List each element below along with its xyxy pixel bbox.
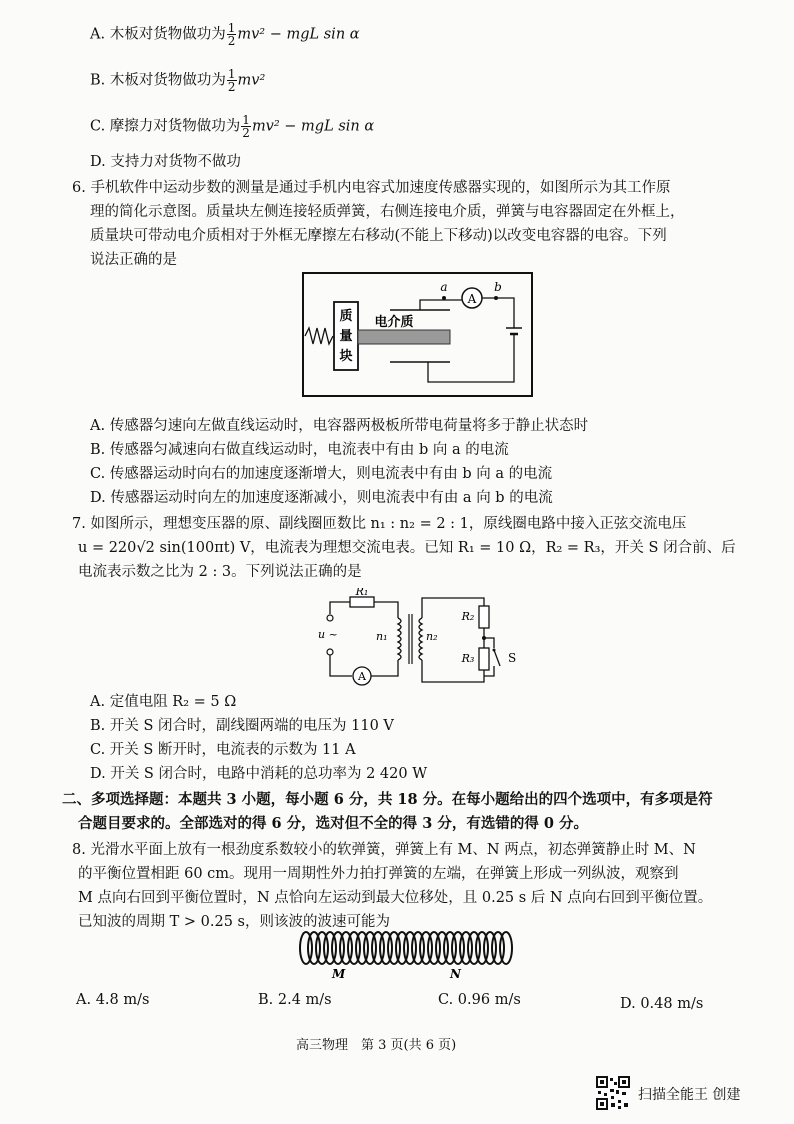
q7-stem-line: u = 220√2 sin(100πt) V，电流表为理想交流电表。已知 R₁ = 10 Ω，R₂ = R₃，开关 S 闭合前、后 [78,540,736,556]
q5-option-d: D. 支持力对货物不做功 [90,154,241,170]
resistor-r3 [479,648,489,670]
r1-label: R₁ [355,588,369,598]
scanner-watermark: 扫描全能王 创建 [638,1087,741,1103]
n2-label: n₂ [426,630,438,643]
spring-wave-diagram [298,928,520,980]
q8-option-a: A. 4.8 m/s [76,992,150,1008]
switch-label: S [508,651,517,665]
r3-label: R₃ [461,652,475,665]
switch-s [494,650,500,666]
section-2-heading: 二、多项选择题：本题共 3 小题，每小题 6 分，共 18 分。在每小题给出的四个选项中，有多项是符 [62,791,713,808]
dielectric-slab [358,330,450,344]
q8-stem-line: M 点向右回到平衡位置时，N 点恰向左运动到最大位移处，且 0.25 s 后 N 点向右回到平衡位置。 [78,890,713,906]
page-footer: 高三物理 第 3 页(共 6 页) [296,1038,457,1053]
fraction-half: $\frac{1}{2}$ [227,21,236,48]
q8-option-d: D. 0.48 m/s [620,996,704,1012]
q7-option-a: A. 定值电阻 R₂ = 5 Ω [90,694,237,710]
q6-option-a: A. 传感器匀速向左做直线运动时，电容器两极板所带电荷量将多于静止状态时 [90,418,589,434]
fraction-half: $\frac{1}{2}$ [227,67,236,94]
ammeter-label: A [467,292,477,306]
resistor-r2 [479,606,489,628]
q7-stem-line: 7. 如图所示，理想变压器的原、副线圈匝数比 n₁ : n₂ = 2 : 1，原线圈电路中接入正弦交流电压 [72,516,687,532]
q7-stem-line: 电流表示数之比为 2 : 3。下列说法正确的是 [78,564,362,580]
q8-stem-line: 已知波的周期 T > 0.25 s，则该波的波速可能为 [78,914,390,930]
q8-option-b: B. 2.4 m/s [258,992,332,1008]
n1-label: n₁ [376,630,388,643]
q7-option-d: D. 开关 S 闭合时，电路中消耗的总功率为 2 420 W [90,766,428,782]
spring-coil [500,932,512,964]
capacitive-sensor-diagram [300,270,535,400]
spring-coils [300,932,512,964]
u-source-label: u ~ [318,628,338,641]
q5-option-a: A. 木板对货物做功为 $\frac{1}{2}$ mv² − mgL sin α [90,21,360,48]
secondary-coil [419,618,422,660]
q8-stem-line: 8. 光滑水平面上放有一根劲度系数较小的软弹簧，弹簧上有 M、N 两点，初态弹簧静止时 M、N [72,842,696,858]
q6-option-c: C. 传感器运动时向右的加速度逐渐增大，则电流表中有由 b 向 a 的电流 [90,466,553,482]
r2-label: R₂ [461,610,475,623]
ammeter-label: A [358,670,366,683]
dielectric-label: 电介质 [374,315,414,330]
fraction-half: $\frac{1}{2}$ [242,113,250,140]
mass-block-label-2: 量 [339,329,353,344]
q5-option-b: B. 木板对货物做功为 $\frac{1}{2}$ mv² [90,67,266,94]
point-n-label: N [450,967,461,980]
point-b-label: b [494,280,502,294]
spring [305,328,333,344]
point-m-label: M [332,967,346,980]
q6-stem-line: 理的简化示意图。质量块左侧连接轻质弹簧，右侧连接电介质，弹簧与电容器固定在外框上， [90,204,685,220]
q6-stem-line: 6. 手机软件中运动步数的测量是通过手机内电容式加速度传感器实现的，如图所示为其工作原 [72,180,671,196]
mass-block-label-3: 块 [339,349,353,364]
mass-block-label-1: 质 [339,309,353,324]
transformer-circuit-diagram [310,588,525,690]
q5-option-c: C. 摩擦力对货物做功为 $\frac{1}{2}$ mv² − mgL sin α [90,113,375,140]
q8-option-c: C. 0.96 m/s [438,992,521,1008]
q7-option-b: B. 开关 S 闭合时，副线圈两端的电压为 110 V [90,718,394,734]
q8-stem-line: 的平衡位置相距 60 cm。现用一周期性外力拍打弹簧的左端，在弹簧上形成一列纵波，观察到 [78,866,679,882]
primary-coil [398,618,401,660]
qr-code-icon [596,1076,630,1110]
q7-option-c: C. 开关 S 断开时，电流表的示数为 11 A [90,742,356,758]
q6-option-b: B. 传感器匀减速向右做直线运动时，电流表中有由 b 向 a 的电流 [90,442,509,458]
q6-stem-line: 质量块可带动电介质相对于外框无摩擦左右移动(不能上下移动)以改变电容器的电容。下列 [90,228,667,244]
q6-option-d: D. 传感器运动时向左的加速度逐渐减小，则电流表中有由 a 向 b 的电流 [90,490,553,506]
resistor-r1 [350,597,374,607]
section-2-heading-cont: 合题目要求的。全部选对的得 6 分，选对但不全的得 3 分，有选错的得 0 分。 [78,815,589,832]
point-a-label: a [440,280,448,294]
q6-stem-line: 说法正确的是 [90,252,177,268]
